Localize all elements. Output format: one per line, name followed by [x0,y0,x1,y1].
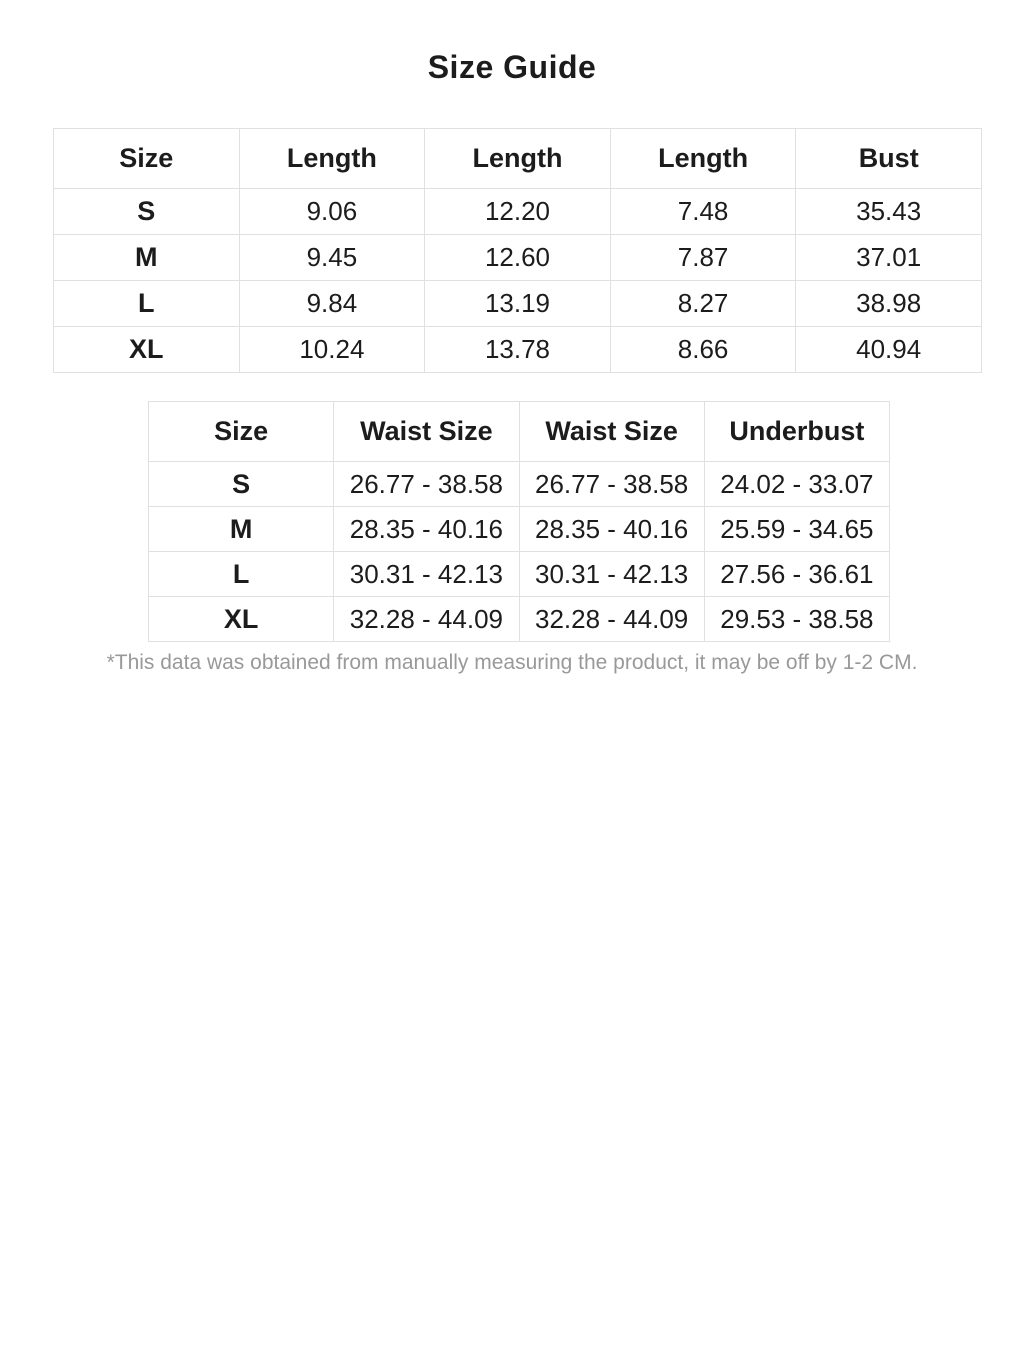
value-cell: 9.45 [239,235,425,281]
value-cell: 30.31 - 42.13 [519,552,704,597]
column-header-bust: Bust [796,129,982,189]
value-cell: 7.48 [610,189,796,235]
value-cell: 13.78 [425,327,611,373]
size-cell: S [149,462,334,507]
value-cell: 28.35 - 40.16 [519,507,704,552]
column-header-length: Length [239,129,425,189]
table-row [149,507,890,552]
value-cell: 38.98 [796,281,982,327]
table-row [149,597,890,642]
size-cell: XL [149,597,334,642]
value-cell: 26.77 - 38.58 [334,462,519,507]
table-row [54,281,982,327]
size-cell: L [54,281,240,327]
table-header-row [54,129,982,189]
table-row [54,235,982,281]
value-cell: 32.28 - 44.09 [519,597,704,642]
value-cell: 7.87 [610,235,796,281]
column-header-length: Length [610,129,796,189]
value-cell: 8.66 [610,327,796,373]
value-cell: 27.56 - 36.61 [704,552,889,597]
value-cell: 35.43 [796,189,982,235]
measurements-table [53,128,982,373]
value-cell: 40.94 [796,327,982,373]
value-cell: 25.59 - 34.65 [704,507,889,552]
size-cell: S [54,189,240,235]
value-cell: 13.19 [425,281,611,327]
value-cell: 28.35 - 40.16 [334,507,519,552]
value-cell: 9.06 [239,189,425,235]
table-row [149,552,890,597]
column-header-waist: Waist Size [519,402,704,462]
column-header-underbust: Underbust [704,402,889,462]
table-row [149,462,890,507]
column-header-size: Size [54,129,240,189]
table-row [54,327,982,373]
table-row [54,189,982,235]
value-cell: 24.02 - 33.07 [704,462,889,507]
size-cell: XL [54,327,240,373]
value-cell: 12.60 [425,235,611,281]
value-cell: 32.28 - 44.09 [334,597,519,642]
column-header-length: Length [425,129,611,189]
value-cell: 29.53 - 38.58 [704,597,889,642]
size-cell: M [149,507,334,552]
value-cell: 10.24 [239,327,425,373]
value-cell: 26.77 - 38.58 [519,462,704,507]
page-title: Size Guide [427,49,597,85]
size-cell: M [54,235,240,281]
column-header-waist: Waist Size [334,402,519,462]
column-header-size: Size [149,402,334,462]
size-cell: L [149,552,334,597]
value-cell: 8.27 [610,281,796,327]
table-header-row [149,402,890,462]
value-cell: 9.84 [239,281,425,327]
value-cell: 30.31 - 42.13 [334,552,519,597]
value-cell: 12.20 [425,189,611,235]
waist-underbust-table [148,401,890,642]
footnote: *This data was obtained from manually measuring the product, it may be off by 1-2 CM. [106,651,918,674]
value-cell: 37.01 [796,235,982,281]
